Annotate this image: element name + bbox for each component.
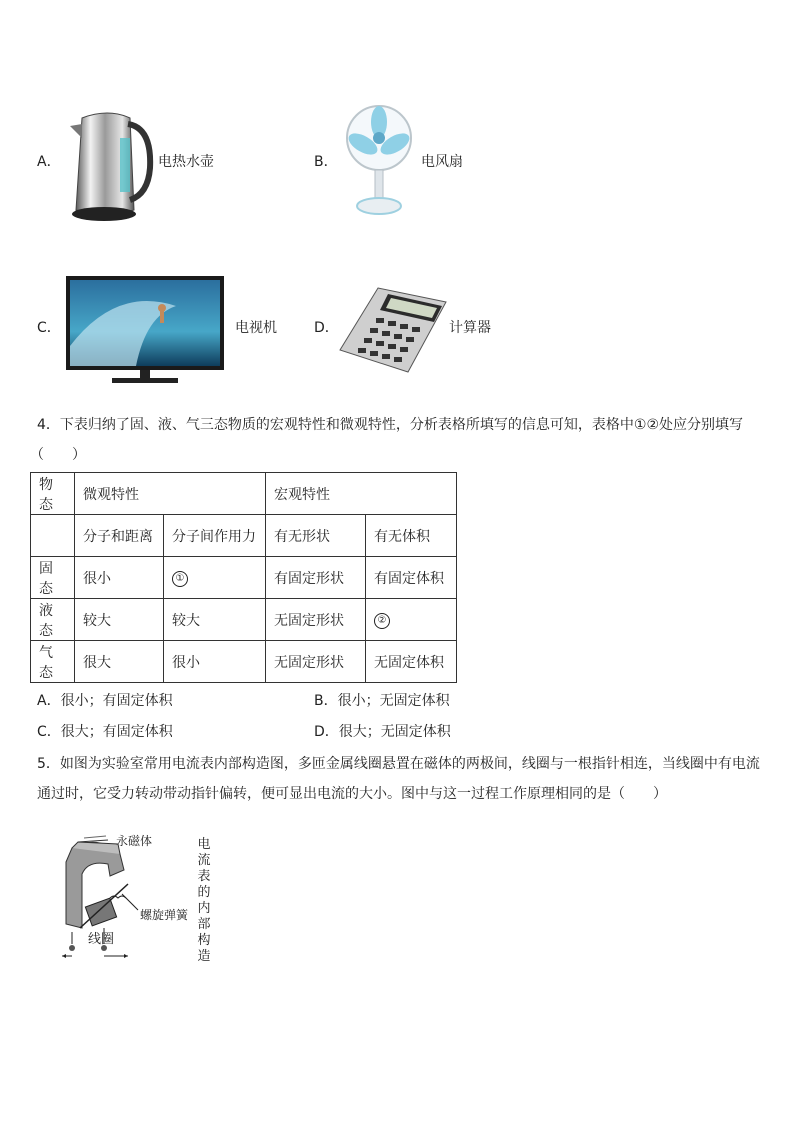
calculator-icon <box>338 286 448 378</box>
table-row <box>31 641 457 683</box>
table-cell: 有固定形状 <box>266 557 366 599</box>
table-cell: 有固定体积 <box>366 557 457 599</box>
option-b-letter: B． <box>314 154 338 170</box>
table-cell: 气态 <box>31 641 75 683</box>
option-d-label: 计算器 <box>449 320 491 336</box>
table-header-row <box>31 473 457 515</box>
spring-label: 螺旋弹簧 <box>140 908 189 922</box>
tv-icon <box>66 276 224 390</box>
q4-option-d: D．很大；无固定体积 <box>314 724 451 740</box>
table-cell: 很小 <box>75 557 164 599</box>
caption-char: 内 <box>197 901 211 916</box>
table-cell: 物态 <box>31 473 75 515</box>
table-row <box>31 599 457 641</box>
table-cell: 固态 <box>31 557 75 599</box>
table-cell: 很大 <box>75 641 164 683</box>
table-cell: 分子和距离 <box>75 515 164 557</box>
q4-option-b: B．很小；无固定体积 <box>314 693 450 709</box>
table-cell: 有无形状 <box>266 515 366 557</box>
table-cell: 宏观特性 <box>266 473 457 515</box>
blank-marker-2: ② <box>374 613 390 629</box>
caption-char: 构 <box>197 933 211 948</box>
caption-char: 电 <box>197 837 211 852</box>
caption-char: 部 <box>197 917 211 932</box>
table-cell: 无固定形状 <box>266 641 366 683</box>
properties-table <box>30 472 457 683</box>
option-b-label: 电风扇 <box>421 154 463 170</box>
table-cell <box>164 557 266 599</box>
magnet-label: 永磁体 <box>116 834 153 848</box>
table-cell: 无固定体积 <box>366 641 457 683</box>
option-a-letter: A． <box>37 154 61 170</box>
q4-answer-paren: （ ） <box>30 447 86 463</box>
caption-char: 的 <box>197 885 211 900</box>
table-subheader-row <box>31 515 457 557</box>
q4-option-a: A．很小；有固定体积 <box>37 693 173 709</box>
table-cell <box>366 599 457 641</box>
q4-stem: 4．下表归纳了固、液、气三态物质的宏观特性和微观特性，分析表格所填写的信息可知，表格中①②处应分别填写 <box>37 417 744 433</box>
q5-stem-line-2: 通过时，它受力转动带动指针偏转，便可显出电流的大小。图中与这一过程工作原理相同的是（ ） <box>37 786 667 802</box>
option-d-letter: D． <box>314 320 339 336</box>
caption-char: 表 <box>197 869 211 884</box>
table-cell: 很小 <box>164 641 266 683</box>
option-c-letter: C． <box>37 320 61 336</box>
table-cell: 微观特性 <box>75 473 266 515</box>
diagram-caption-vertical <box>197 837 211 965</box>
blank-marker-1: ① <box>172 571 188 587</box>
coil-label: 线圈 <box>88 932 115 947</box>
table-cell: 无固定形状 <box>266 599 366 641</box>
table-cell: 分子间作用力 <box>164 515 266 557</box>
table-row <box>31 557 457 599</box>
option-a-label: 电热水壶 <box>158 154 214 170</box>
option-c-label: 电视机 <box>235 320 277 336</box>
q5-stem-line-1: 5．如图为实验室常用电流表内部构造图，多匝金属线圈悬置在磁体的两极间，线圈与一根指针相连，当线圈中有电流 <box>37 756 760 772</box>
table-cell: 液态 <box>31 599 75 641</box>
fan-icon <box>343 100 413 222</box>
table-cell <box>31 515 75 557</box>
table-cell: 较大 <box>75 599 164 641</box>
table-cell: 较大 <box>164 599 266 641</box>
q4-option-c: C．很大；有固定体积 <box>37 724 173 740</box>
ammeter-diagram <box>58 832 198 964</box>
caption-char: 流 <box>197 853 211 868</box>
caption-char: 造 <box>197 949 211 964</box>
kettle-icon <box>68 108 156 228</box>
table-cell: 有无体积 <box>366 515 457 557</box>
